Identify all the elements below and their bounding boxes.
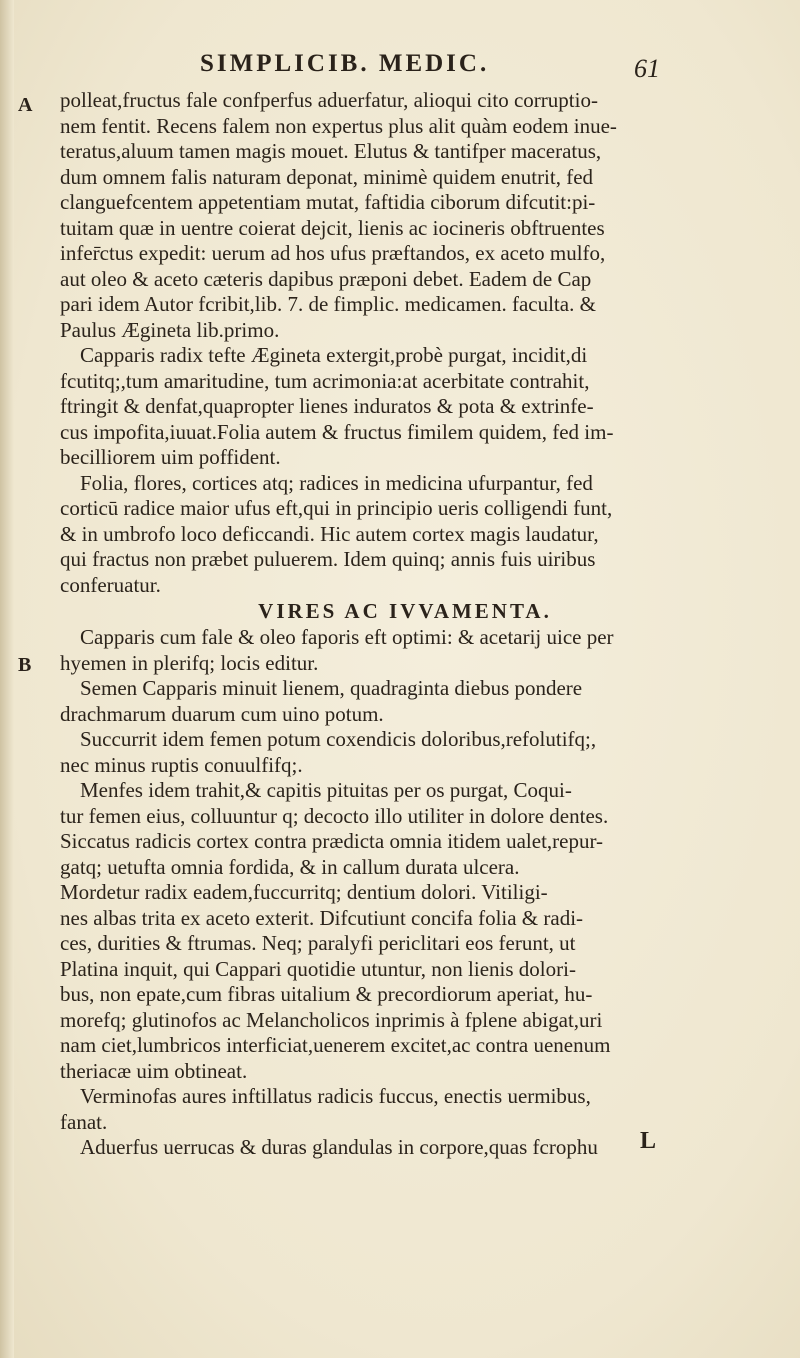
page-gutter-shadow (0, 0, 14, 1358)
text-line: nec minus ruptis conuulfifq;. (60, 752, 303, 777)
text-line: nem fentit. Recens falem non expertus plus alit quàm eodem inue- (60, 113, 617, 138)
body-text (60, 88, 750, 1161)
text-line: fcutitq;,tum amaritudine, tum acrimonia:at acerbitate contrahit, (60, 368, 590, 393)
text-line: dum omnem falis naturam deponat, minimè quidem enutrit, fed (60, 164, 594, 189)
text-line: aut oleo & aceto cæteris dapibus præponi debet. Eadem de Cap (60, 266, 592, 291)
text-line: Folia, flores, cortices atq; radices in medicina ufurpantur, fed (80, 470, 593, 495)
text-line: polleat,fructus fale confperfus aduerfatur, alioqui cito corruptio- (60, 88, 598, 112)
margin-letter-a: A (18, 94, 33, 116)
text-line: drachmarum duarum cum uino potum. (60, 701, 384, 726)
text-line: tur femen eius, colluuntur q; decocto illo utiliter in dolore dentes. (60, 803, 609, 828)
text-line: conferuatur. (60, 572, 161, 597)
paragraph (60, 676, 750, 727)
text-line: nes albas trita ex aceto exterit. Difcutiunt concifa folia & radi- (60, 905, 584, 930)
text-line: Siccatus radicis cortex contra prædicta omnia itidem ualet,repur- (60, 829, 604, 853)
text-line: cus impofita,iuuat.Folia autem & fructus fimilem quidem, fed im- (60, 419, 614, 444)
text-line: clanguefcentem appetentiam mutat, faftidia ciborum difcutit:pi- (60, 190, 596, 214)
text-line: Mordetur radix eadem,fuccurritq; dentium dolori. Vitiligi- (60, 880, 548, 904)
text-line: Capparis radix tefte Æginetа extergit,probè purgat, incidit,di (80, 343, 588, 367)
text-line: qui fractus non præbet puluerem. Idem quinq; annis fuis uiribus (60, 547, 596, 571)
paragraph (60, 625, 750, 676)
page-header (200, 50, 660, 84)
text-line: nam ciet,lumbricos interficiat,uenerem excitet,ac contra uenenum (60, 1033, 611, 1057)
text-line: infer̄ctus expedit: uerum ad hos ufus præftandos, ex aceto mulfo, (60, 241, 606, 265)
paragraph (60, 343, 750, 471)
paragraph (60, 778, 750, 1084)
folio-number: 61 (634, 54, 660, 83)
text-line: morefq; glutinofos ac Melancholicos inprimis à fplene abigat,uri (60, 1007, 603, 1032)
text-line: gatq; uetufta omnia fordida, & in callum durata ulcera. (60, 854, 520, 879)
paragraph (60, 88, 750, 343)
text-line: Paulus Æginetа lib.primo. (60, 317, 280, 342)
text-line: Aduerfus uerrucas & duras glandulas in corpore,quas fcrophu (80, 1135, 598, 1159)
text-line: pari idem Autor fcribit,lib. 7. de fimplic. medicamen. faculta. & (60, 292, 596, 316)
text-line: tuitam quæ in uentre coierat dejcit, lienis ac iocineris obftruentes (60, 215, 605, 240)
text-line: Platina inquit, qui Cappari quotidie utuntur, non lienis dolori- (60, 956, 576, 981)
text-line: Verminofas aures inftillatus radicis fuccus, enectis uermibus, (80, 1084, 591, 1108)
text-line: hyemen in plerifq; locis editur. (60, 650, 319, 675)
running-head: SIMPLICIB. MEDIC. (200, 50, 490, 77)
text-line: theriacæ uim obtineat. (60, 1058, 248, 1083)
text-line: teratus,aluum tamen magis mouet. Elutus & tantifper maceratus, (60, 139, 602, 163)
paragraph (60, 727, 750, 778)
paragraph (60, 471, 750, 599)
text-line: fanat. (60, 1109, 108, 1134)
text-line: Capparis cum fale & oleo faporis eft optimi: & acetarij uice per (80, 625, 614, 649)
text-block-b (60, 625, 750, 1161)
section-heading: VIRES AC IVVAMENTA. (258, 599, 552, 623)
text-line: ftringit & denfat,quapropter lienes induratos & pota & extrinfe- (60, 394, 594, 418)
text-line: ces, durities & ftrumas. Neq; paralyfi periclitari eos ferunt, ut (60, 931, 576, 955)
margin-letter-b: B (18, 654, 32, 676)
text-block-a (60, 88, 750, 598)
text-line: becilliorem uim poffident. (60, 445, 281, 469)
text-line: & in umbrofo loco deficcandi. Hic autem cortex magis laudatur, (60, 521, 599, 546)
text-line: bus, non epate,cum fibras uitalium & precordiorum aperiat, hu- (60, 982, 593, 1006)
catchword: L (640, 1128, 657, 1154)
text-line: Succurrit idem femen potum coxendicis doloribus,refolutifq;, (80, 727, 597, 751)
text-line: Menfes idem trahit,& capitis pituitas per os purgat, Coqui- (80, 778, 572, 802)
text-line: Semen Capparis minuit lienem, quadraginta diebus pondere (80, 676, 583, 700)
text-line: corticū radice maior ufus eft,qui in principio ueris colligendi funt, (60, 496, 613, 520)
